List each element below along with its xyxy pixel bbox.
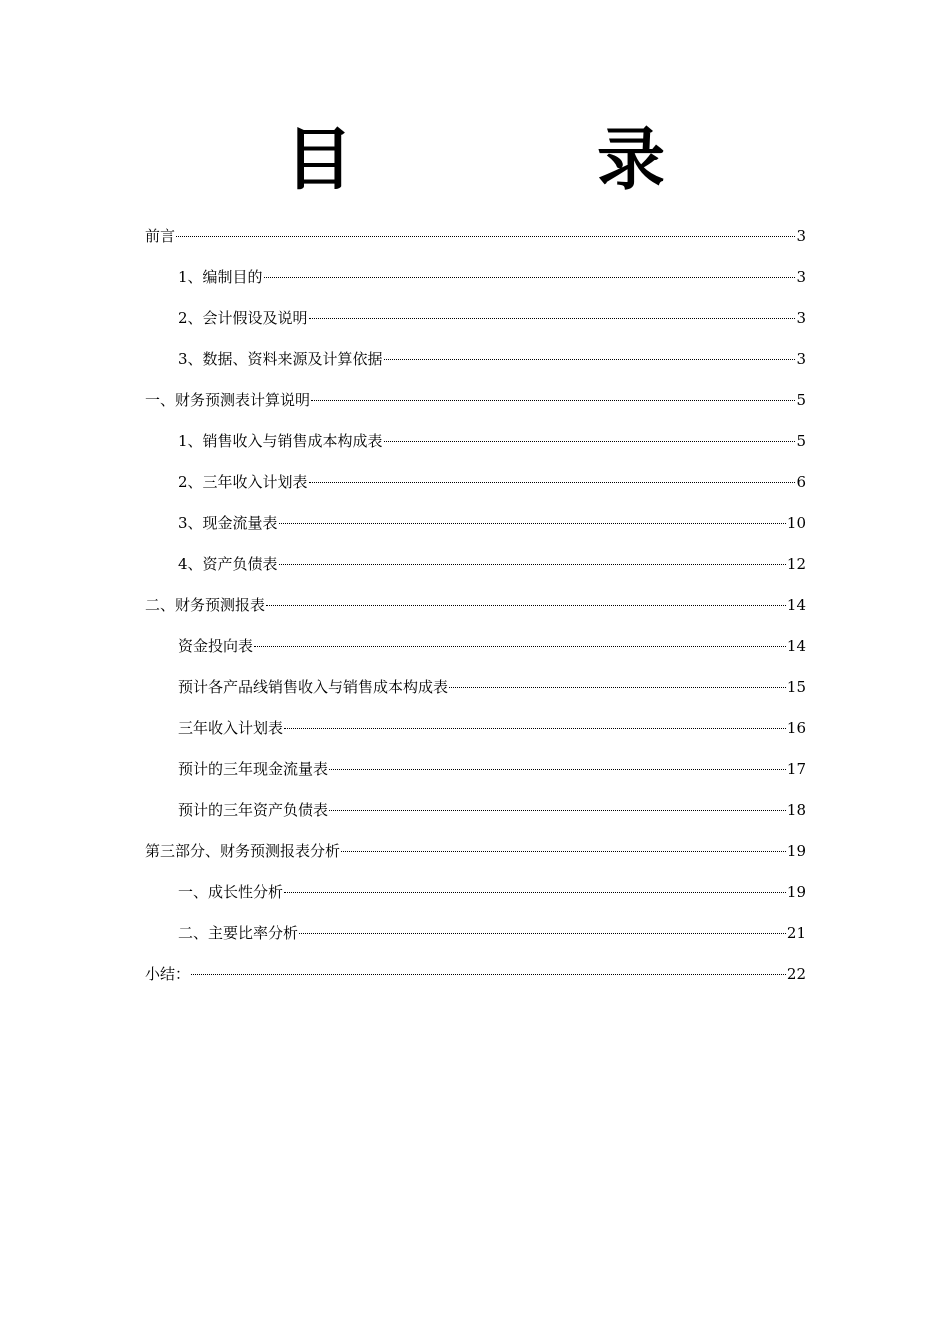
toc-entry[interactable] <box>145 960 806 1001</box>
toc-dot-leader <box>329 810 786 811</box>
toc-dot-leader <box>384 441 796 442</box>
toc-dot-leader <box>279 564 786 565</box>
toc-entry[interactable] <box>145 386 806 427</box>
toc-entry[interactable] <box>145 714 806 755</box>
toc-entry-page-number: 3 <box>796 350 806 368</box>
toc-entry[interactable] <box>145 755 806 796</box>
toc-dot-leader <box>311 400 795 401</box>
toc-entry-title: 4、资产负债表 <box>178 555 278 573</box>
toc-entry[interactable] <box>145 345 806 386</box>
toc-dot-leader <box>254 646 786 647</box>
toc-entry-title: 1、编制目的 <box>178 268 263 286</box>
toc-dot-leader <box>266 605 786 606</box>
toc-dot-leader <box>264 277 796 278</box>
toc-entry-page-number: 14 <box>786 596 806 614</box>
toc-entry-page-number: 18 <box>786 801 806 819</box>
toc-entry[interactable] <box>145 263 806 304</box>
toc-entry-title: 二、主要比率分析 <box>178 924 299 942</box>
toc-entry[interactable] <box>145 509 806 550</box>
toc-entry-title: 3、数据、资料来源及计算依据 <box>178 350 383 368</box>
toc-entry[interactable] <box>145 796 806 837</box>
toc-entry[interactable] <box>145 878 806 919</box>
toc-entry-page-number: 19 <box>786 842 806 860</box>
toc-dot-leader <box>341 851 786 852</box>
toc-entry-page-number: 22 <box>786 965 806 983</box>
toc-entry-title: 一、财务预测表计算说明 <box>145 391 311 409</box>
toc-entry-title: 二、财务预测报表 <box>145 596 266 614</box>
toc-dot-leader <box>384 359 796 360</box>
toc-entry-page-number: 14 <box>786 637 806 655</box>
toc-entry-page-number: 15 <box>786 678 806 696</box>
toc-entry-title: 资金投向表 <box>178 637 254 655</box>
toc-entry-page-number: 16 <box>786 719 806 737</box>
toc-entry[interactable] <box>145 427 806 468</box>
toc-dot-leader <box>284 728 786 729</box>
toc-dot-leader <box>449 687 786 688</box>
toc-entry-title: 1、销售收入与销售成本构成表 <box>178 432 383 450</box>
toc-entry-title: 预计各产品线销售收入与销售成本构成表 <box>178 678 449 696</box>
toc-entry-title: 小结： <box>145 965 191 983</box>
toc-entry[interactable] <box>145 591 806 632</box>
toc-dot-leader <box>309 482 796 483</box>
toc-entry[interactable] <box>145 468 806 509</box>
toc-entry[interactable] <box>145 222 806 263</box>
toc-entry-title: 第三部分、财务预测报表分析 <box>145 842 341 860</box>
toc-entry-title: 预计的三年资产负债表 <box>178 801 329 819</box>
toc-dot-leader <box>176 236 795 237</box>
toc-entry-page-number: 5 <box>796 432 806 450</box>
toc-dot-leader <box>284 892 786 893</box>
table-of-contents <box>145 222 806 1001</box>
toc-entry[interactable] <box>145 632 806 673</box>
toc-entry-page-number: 19 <box>786 883 806 901</box>
toc-entry[interactable] <box>145 919 806 960</box>
toc-entry-page-number: 10 <box>786 514 806 532</box>
toc-entry-page-number: 6 <box>796 473 806 491</box>
toc-dot-leader <box>279 523 786 524</box>
toc-entry-title: 3、现金流量表 <box>178 514 278 532</box>
toc-entry-page-number: 5 <box>796 391 806 409</box>
toc-entry-title: 三年收入计划表 <box>178 719 284 737</box>
toc-entry[interactable] <box>145 837 806 878</box>
toc-entry[interactable] <box>145 550 806 591</box>
toc-dot-leader <box>191 974 786 975</box>
toc-entry-page-number: 3 <box>796 268 806 286</box>
toc-entry-page-number: 17 <box>786 760 806 778</box>
toc-dot-leader <box>309 318 796 319</box>
toc-entry-page-number: 3 <box>796 309 806 327</box>
toc-entry-page-number: 3 <box>796 227 806 245</box>
toc-entry-title: 预计的三年现金流量表 <box>178 760 329 778</box>
toc-entry-title: 2、会计假设及说明 <box>178 309 308 327</box>
toc-entry-title: 一、成长性分析 <box>178 883 284 901</box>
toc-dot-leader <box>329 769 786 770</box>
toc-entry-page-number: 21 <box>786 924 806 942</box>
page-title: 目 录 <box>284 120 753 200</box>
toc-entry[interactable] <box>145 673 806 714</box>
toc-entry-page-number: 12 <box>786 555 806 573</box>
toc-dot-leader <box>299 933 786 934</box>
toc-entry[interactable] <box>145 304 806 345</box>
toc-entry-title: 2、三年收入计划表 <box>178 473 308 491</box>
toc-entry-title: 前言 <box>145 227 176 245</box>
